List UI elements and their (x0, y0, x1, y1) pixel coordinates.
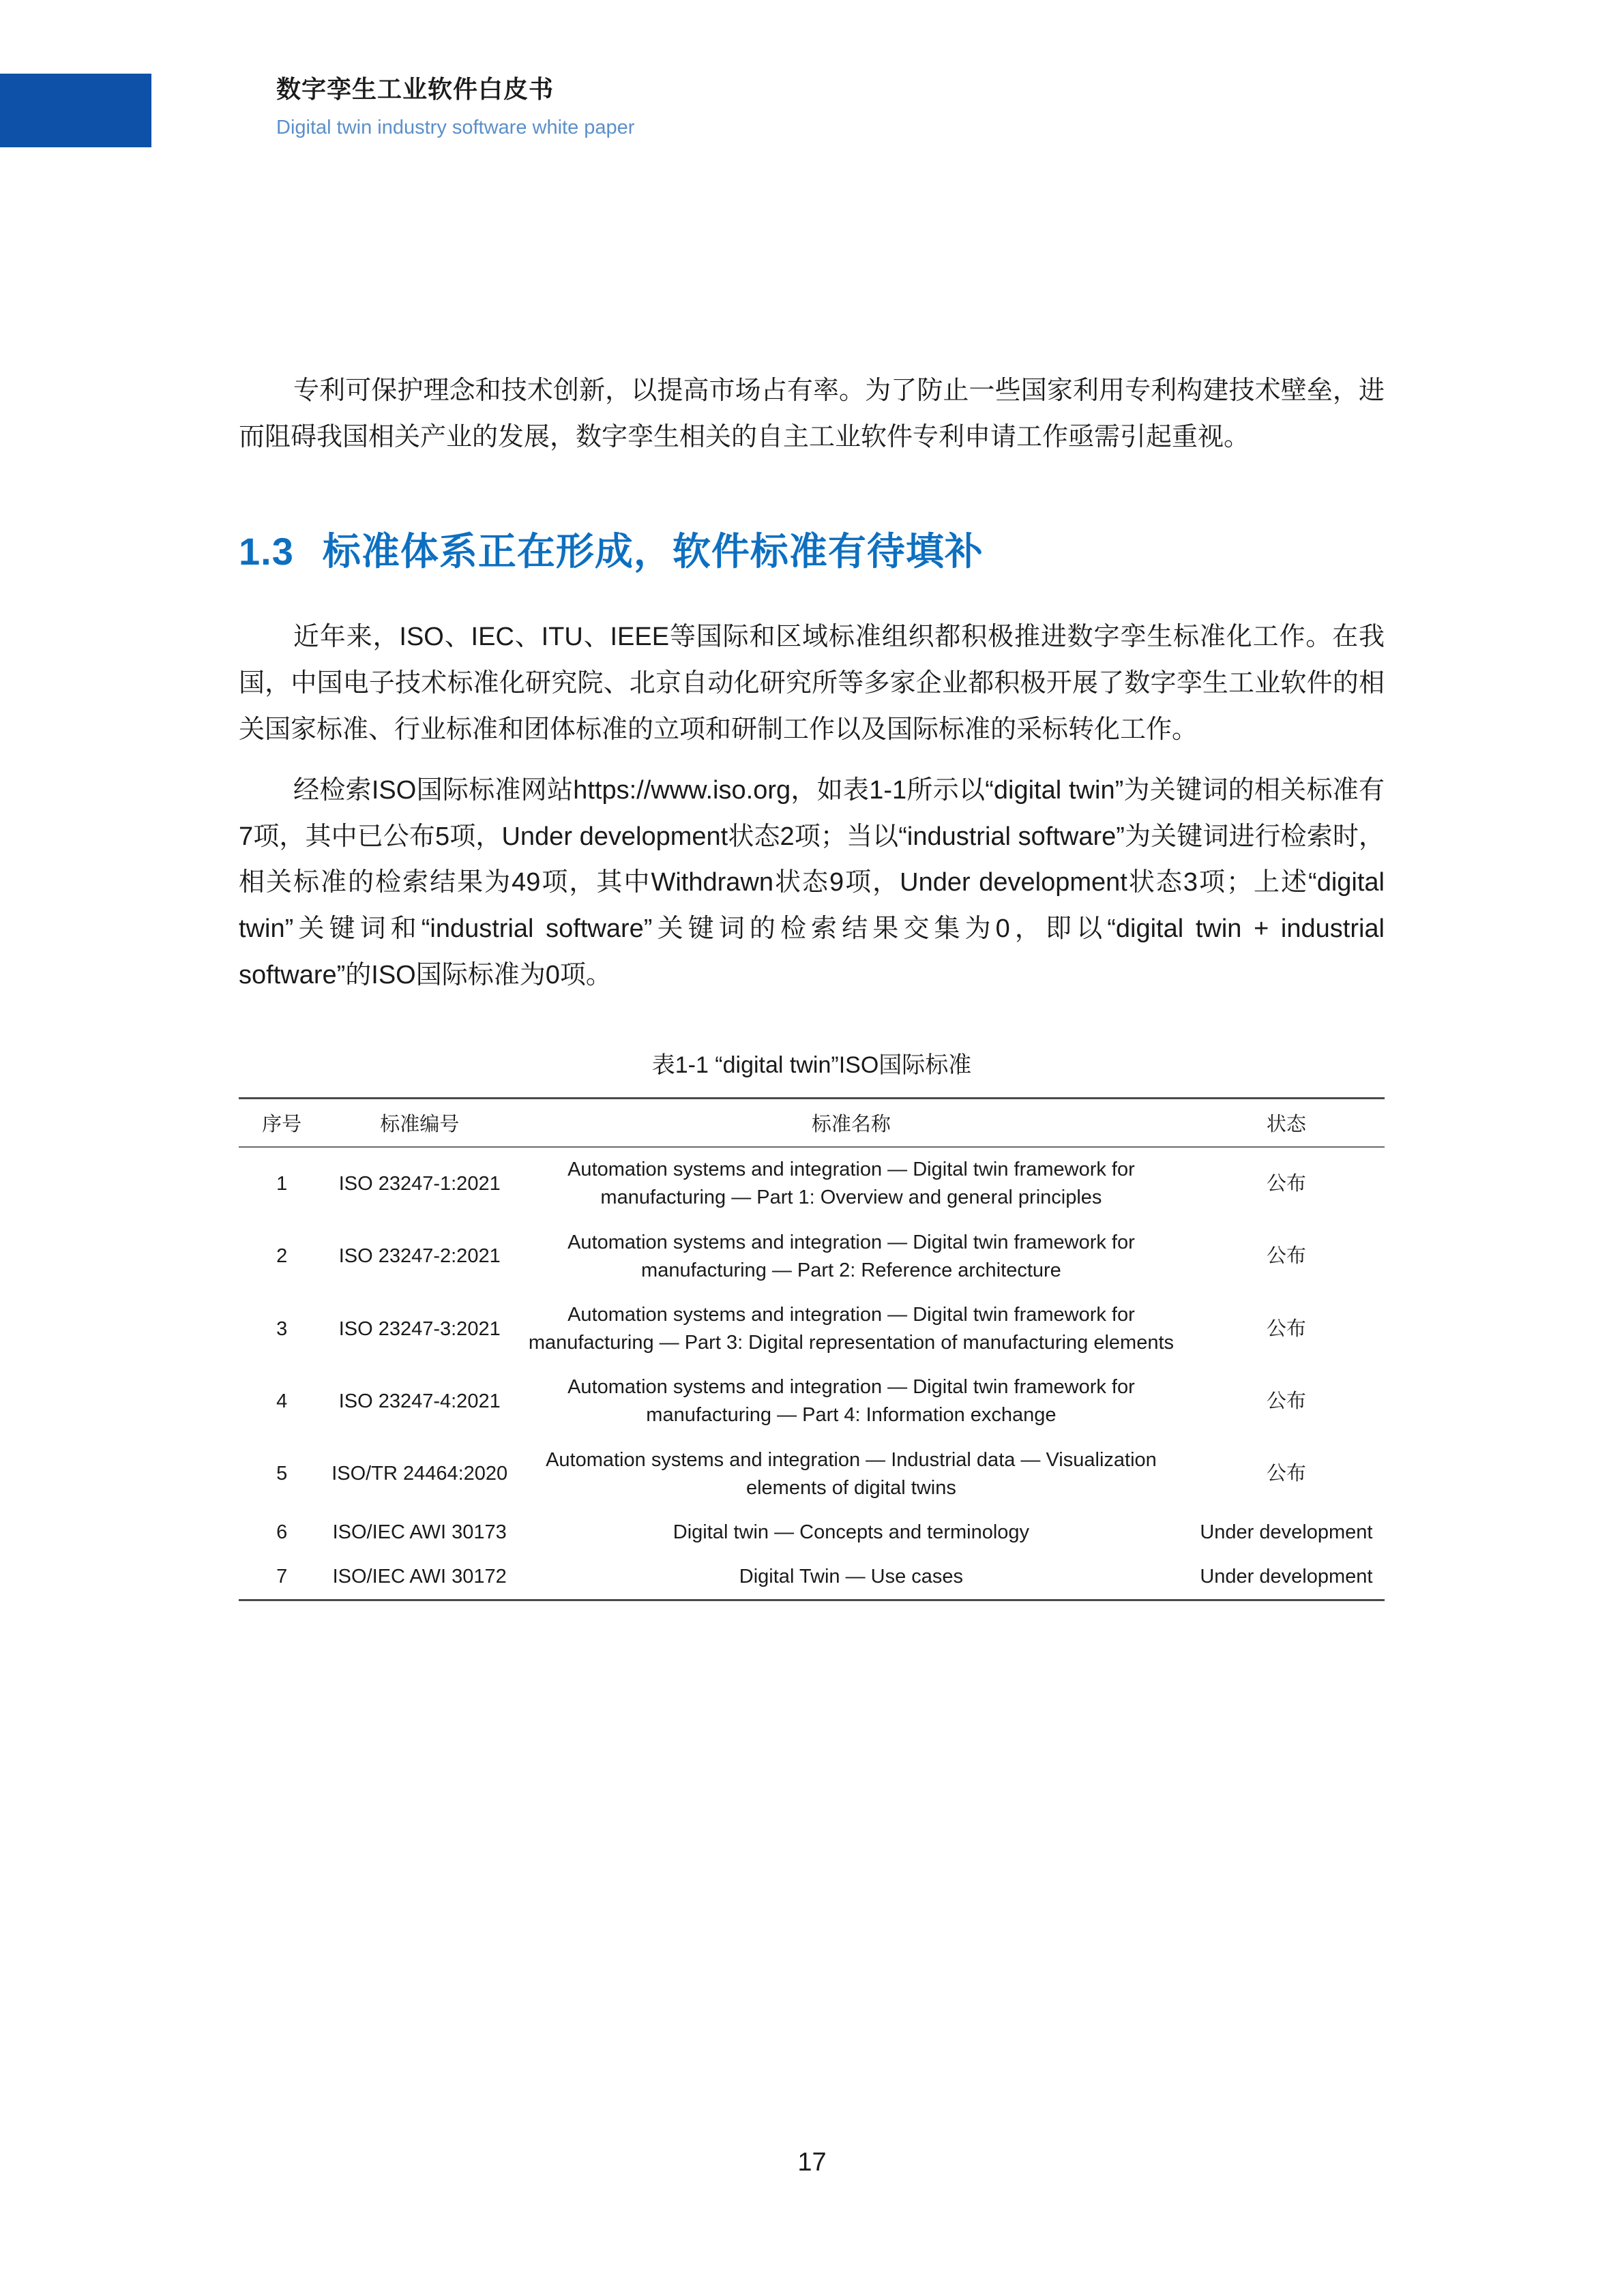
page-header (0, 74, 1624, 149)
cell-name: Digital twin — Concepts and terminology (673, 1521, 1030, 1543)
cell-code: ISO/IEC AWI 30172 (325, 1555, 514, 1600)
section-title: 标准体系正在形成，软件标准有待填补 (322, 530, 984, 573)
cell-code: ISO 23247-1:2021 (338, 1172, 501, 1195)
header-title-group (276, 74, 634, 140)
header-title-en: Digital twin industry software white paper (276, 116, 635, 138)
section-heading-1-3 (239, 522, 1385, 576)
cell-status: 公布 (1266, 1463, 1306, 1485)
table-caption: 表1-1 “digital twin”ISO国际标准 (651, 1052, 972, 1079)
cell-code: ISO 23247-4:2021 (338, 1390, 501, 1412)
column-header-code: 标准编号 (325, 1099, 514, 1148)
page-content (239, 368, 1385, 1601)
cell-code: ISO/IEC AWI 30173 (332, 1521, 507, 1543)
table-row (239, 1147, 1385, 1220)
paragraph-patent (239, 368, 1385, 460)
cell-code: ISO 23247-2:2021 (338, 1245, 501, 1268)
paragraph-text: 经检索ISO国际标准网站https://www.iso.org，如表1-1所示以“digital twin”为关键词的相关标准有7项，其中已公布5项，Under development状态2项；当以“industrial software”为关键词进行检索时，相关标准的检索结果为49项，其中Withdrawn状态9项，Under development状态3项；上述“digital twin”关键词和“industrial software”关键词的检索结果交集为0，即以“digital twin + industrial software”的ISO国际标准为0项。 (239, 776, 1385, 989)
column-header-name: 标准名称 (514, 1099, 1188, 1148)
paragraph-text: 专利可保护理念和技术创新，以提高市场占有率。为了防止一些国家利用专利构建技术壁垒，进而阻碍我国相关产业的发展，数字孪生相关的自主工业软件专利申请工作亟需引起重视。 (239, 376, 1385, 451)
cell-code: ISO/TR 24464:2020 (331, 1463, 508, 1485)
cell-status: 公布 (1266, 1317, 1306, 1340)
section-number: 1.3 (239, 530, 294, 573)
table-row (239, 1438, 1385, 1510)
paragraph-text: 近年来，ISO、IEC、ITU、IEEE等国际和区域标准组织都积极推进数字孪生标准化工作。在我国，中国电子技术标准化研究院、北京自动化研究所等多家企业都积极开展了数字孪生工业软件的相关国家标准、行业标准和团体标准的立项和研制工作以及国际标准的采标转化工作。 (239, 623, 1385, 744)
cell-no: 6 (276, 1521, 288, 1543)
cell-no: 1 (276, 1172, 288, 1195)
cell-status: 公布 (1266, 1245, 1306, 1268)
column-header-status: 状态 (1188, 1099, 1385, 1148)
cell-status: Under development (1188, 1555, 1385, 1600)
table-row (239, 1365, 1385, 1437)
header-accent-bar (0, 74, 151, 147)
table-header-row (239, 1099, 1385, 1148)
table-row (239, 1293, 1385, 1365)
cell-status: 公布 (1266, 1390, 1306, 1412)
cell-status: Under development (1200, 1521, 1373, 1543)
table-row (239, 1221, 1385, 1293)
cell-name: Automation systems and integration — Digital twin framework for manufacturing — Part 4: Information exchange (567, 1376, 1135, 1427)
cell-no: 7 (239, 1555, 325, 1600)
cell-no: 3 (276, 1317, 288, 1340)
page-number: 17 (797, 2148, 827, 2177)
table-row (239, 1555, 1385, 1600)
column-header-no: 序号 (239, 1099, 325, 1148)
cell-code: ISO 23247-3:2021 (338, 1317, 501, 1340)
iso-standards-table (239, 1097, 1385, 1601)
header-title-cn: 数字孪生工业软件白皮书 (276, 75, 555, 103)
cell-no: 5 (276, 1463, 288, 1485)
cell-no: 4 (276, 1390, 288, 1412)
cell-name: Automation systems and integration — Industrial data — Visualization elements of digital twins (546, 1448, 1157, 1499)
cell-name: Automation systems and integration — Digital twin framework for manufacturing — Part 2: Reference architecture (567, 1231, 1135, 1281)
cell-name: Automation systems and integration — Digital twin framework for manufacturing — Part 3: Digital representation of manufacturing elements (528, 1303, 1175, 1354)
table-row (239, 1510, 1385, 1555)
cell-name: Automation systems and integration — Digital twin framework for manufacturing — Part 1: Overview and general principles (567, 1159, 1135, 1209)
cell-name: Digital Twin — Use cases (514, 1555, 1188, 1600)
paragraph-standards-orgs (239, 614, 1385, 753)
paragraph-iso-search (239, 768, 1385, 998)
cell-no: 2 (276, 1245, 288, 1268)
cell-status: 公布 (1266, 1172, 1306, 1195)
